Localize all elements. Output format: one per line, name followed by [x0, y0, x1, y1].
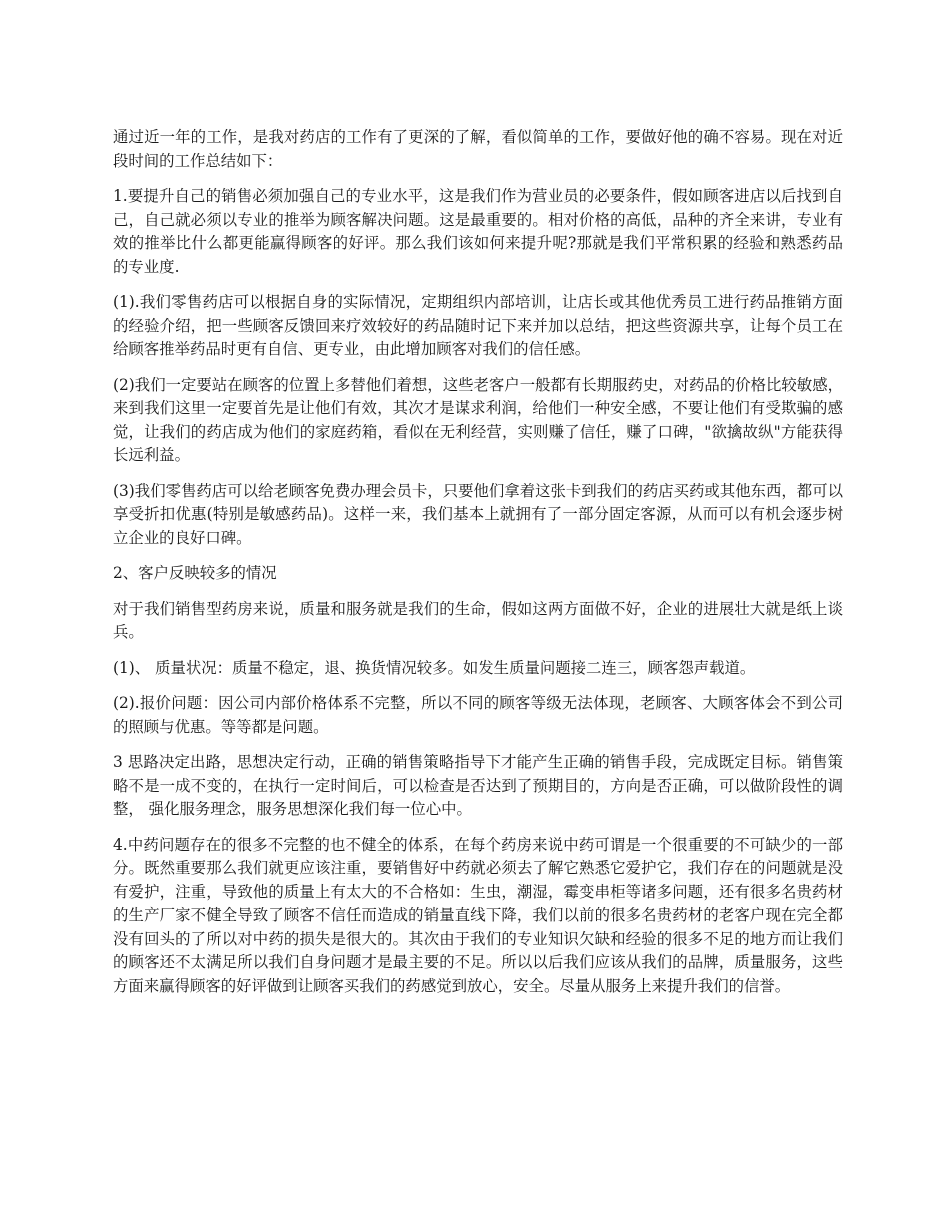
section-2-intro-paragraph: 对于我们销售型药房来说，质量和服务就是我们的生命，假如这两方面做不好，企业的进展壮大就是纸上谈兵。 — [113, 599, 843, 641]
point-4-paragraph: 4.中药问题存在的很多不完整的也不健全的体系，在每个药房来说中药可谓是一个很重要的不可缺少的一部分。既然重要那么我们就更应该注重，要销售好中药就必须去了解它熟悉它爱护它，我们存在的问题就是没有爱护，注重，导致他的质量上有太大的不合格如：生虫，潮湿，霉变串柜等诸多问题，还有很多名贵药材的生产厂家不健全导致了顾客不信任而造成的销量直线下降，我们以前的很多名贵药材的老客户现在完全都没有回头的了所以对中药的损失是很大的。其次由于我们的专业知识欠缺和经验的很多不足的地方而让我们的顾客还不太满足所以我们自身问题才是最主要的不足。所以以后我们应该从我们的品牌，质量服务，这些方面来赢得顾客的好评做到让顾客买我们的药感觉到放心，安全。尽量从服务上来提升我们的信誉。 — [113, 835, 843, 995]
section-2-sub-2-paragraph: (2).报价问题：因公司内部价格体系不完整，所以不同的顾客等级无法体现，老顾客、大顾客体会不到公司的照顾与优惠。等等都是问题。 — [113, 694, 843, 736]
point-3-paragraph: 3 思路决定出路，思想决定行动，正确的销售策略指导下才能产生正确的销售手段，完成既定目标。销售策略不是一成不变的，在执行一定时间后，可以检查是否达到了预期目的，方向是否正确，可以做阶段性的调整， 强化服务理念，服务思想深化我们每一位心中。 — [113, 753, 843, 818]
point-1-sub-2-paragraph: (2)我们一定要站在顾客的位置上多替他们着想，这些老客户一般都有长期服药史，对药品的价格比较敏感，来到我们这里一定要首先是让他们有效，其次才是谋求利润，给他们一种安全感，不要让他们有受欺骗的感觉，让我们的药店成为他们的家庭药箱，看似在无利经营，实则赚了信任，赚了口碑，"欲擒故纵"方能获得长远利益。 — [113, 375, 843, 464]
section-2-heading: 2、客户反映较多的情况 — [113, 564, 277, 582]
point-1-sub-1-paragraph: (1).我们零售药店可以根据自身的实际情况，定期组织内部培训，让店长或其他优秀员工进行药品推销方面的经验介绍，把一些顾客反馈回来疗效较好的药品随时记下来并加以总结，把这些资源共享，让每个员工在给顾客推举药品时更有自信、更专业，由此增加顾客对我们的信任感。 — [113, 293, 843, 358]
section-2-sub-1-paragraph: (1)、 质量状况：质量不稳定，退、换货情况较多。如发生质量问题接二连三，顾客怨声载道。 — [113, 658, 756, 677]
point-1-paragraph: 1.要提升自己的销售必须加强自己的专业水平，这是我们作为营业员的必要条件，假如顾客进店以后找到自己，自己就必须以专业的推举为顾客解决问题。这是最重要的。相对价格的高低，品种的齐全来讲，专业有效的推举比什么都更能赢得顾客的好评。那么我们该如何来提升呢?那就是我们平常积累的经验和熟悉药品的专业度. — [113, 187, 843, 276]
document-body — [113, 126, 843, 1010]
point-1-sub-3-paragraph: (3)我们零售药店可以给老顾客免费办理会员卡，只要他们拿着这张卡到我们的药店买药或其他东西，都可以享受折扣优惠(特别是敏感药品)。这样一来，我们基本上就拥有了一部分固定客源，从而可以有机会逐步树立企业的良好口碑。 — [113, 481, 843, 547]
intro-paragraph: 通过近一年的工作，是我对药店的工作有了更深的了解，看似简单的工作，要做好他的确不容易。现在对近段时间的工作总结如下： — [113, 128, 843, 170]
